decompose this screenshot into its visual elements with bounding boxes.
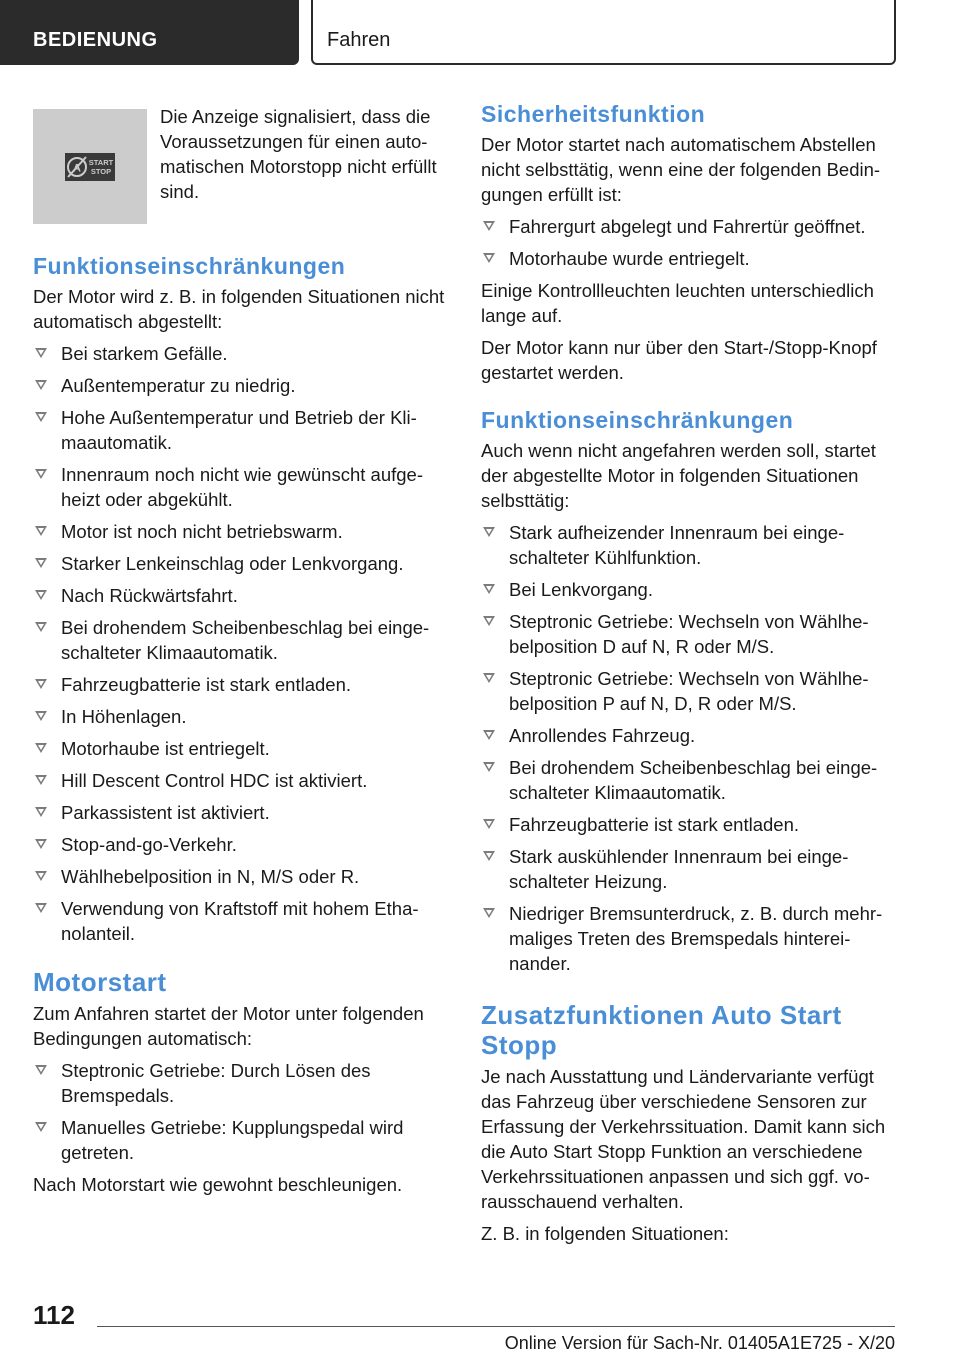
list-item xyxy=(33,896,445,946)
safety-p2: Der Motor kann nur über den Start-/Stopp-Knopf gestartet werden. xyxy=(481,337,877,383)
list-item xyxy=(33,768,445,793)
bullet-triangle-icon xyxy=(483,673,495,683)
list-item xyxy=(33,1115,445,1165)
list-item xyxy=(481,723,895,748)
bullet-triangle-icon xyxy=(35,807,47,817)
list-item-text: Steptronic Getriebe: Wechseln von Wählhebelposition P auf N, D, R oder M/S. xyxy=(509,668,869,714)
bullet-triangle-icon xyxy=(483,762,495,772)
bullet-triangle-icon xyxy=(483,584,495,594)
list-item-text: Bei drohendem Scheibenbeschlag bei eingeschalteter Klimaautomatik. xyxy=(509,757,878,803)
extra-p2: Z. B. in folgenden Situationen: xyxy=(481,1223,729,1244)
list-item-text: Bei drohendem Scheibenbeschlag bei eingeschalteter Klimaautomatik. xyxy=(61,617,430,663)
bullet-triangle-icon xyxy=(35,871,47,881)
footer-divider xyxy=(97,1326,895,1327)
icon-text-start: START xyxy=(88,157,114,167)
heading-limits-left: Funktionseinschränkungen xyxy=(33,253,346,279)
list-item xyxy=(481,812,895,837)
list-item xyxy=(33,864,445,889)
list-item-text: Außentemperatur zu niedrig. xyxy=(61,375,296,396)
page-header xyxy=(0,0,960,66)
list-item xyxy=(481,520,895,570)
bullet-triangle-icon xyxy=(35,558,47,568)
bullet-triangle-icon xyxy=(483,819,495,829)
heading-motorstart: Motorstart xyxy=(33,967,167,997)
list-item xyxy=(33,800,445,825)
list-item-text: Anrollendes Fahrzeug. xyxy=(509,725,696,746)
bullet-triangle-icon xyxy=(483,527,495,537)
bullet-triangle-icon xyxy=(483,253,495,263)
list-item xyxy=(33,405,445,455)
limits-list-right xyxy=(481,520,895,976)
list-item xyxy=(33,519,445,544)
list-item xyxy=(481,577,895,602)
bullet-triangle-icon xyxy=(483,221,495,231)
start-outro: Nach Motorstart wie gewohnt beschleunigen. xyxy=(33,1174,403,1195)
list-item-text: Fahrzeugbatterie ist stark entladen. xyxy=(509,814,799,835)
list-item-text: Manuelles Getriebe: Kupplungspedal wird getreten. xyxy=(61,1117,404,1163)
list-item xyxy=(481,246,895,271)
list-item xyxy=(33,736,445,761)
right-column xyxy=(481,100,895,1253)
list-item-text: Fahrzeugbatterie ist stark entladen. xyxy=(61,674,351,695)
icon-text-stop: STOP xyxy=(90,166,112,176)
list-item xyxy=(481,666,895,716)
list-item-text: Motorhaube ist entriegelt. xyxy=(61,738,270,759)
list-item-text: Hill Descent Control HDC ist aktiviert. xyxy=(61,770,368,791)
limits-intro-right: Auch wenn nicht angefahren werden soll, startet der abgestellte Motor in folgenden Situationen selbsttätig: xyxy=(481,440,876,511)
list-item-text: Stop-and-go-Verkehr. xyxy=(61,834,237,855)
bullet-triangle-icon xyxy=(35,1065,47,1075)
safety-intro: Der Motor startet nach automatischem Abstellen nicht selbsttätig, wenn eine der folgenden Bedingungen erfüllt ist: xyxy=(481,134,881,205)
list-item xyxy=(481,755,895,805)
bullet-triangle-icon xyxy=(483,616,495,626)
safety-list xyxy=(481,214,895,271)
start-intro: Zum Anfahren startet der Motor unter folgenden Bedingungen automatisch: xyxy=(33,1003,424,1049)
safety-p1: Einige Kontrollleuchten leuchten unterschiedlich lange auf. xyxy=(481,280,874,326)
list-item-text: Bei starkem Gefälle. xyxy=(61,343,228,364)
list-item-text: Bei Lenkvorgang. xyxy=(509,579,653,600)
list-item xyxy=(33,704,445,729)
start-list xyxy=(33,1058,445,1165)
bullet-triangle-icon xyxy=(35,711,47,721)
list-item xyxy=(481,844,895,894)
extra-p1: Je nach Ausstattung und Ländervariante verfügt das Fahrzeug über verschiedene Sensoren zur Erfassung der Verkehrssituation. Damit kann sich die Auto Start Stopp Funktion an verschiedene Verkehrssituationen anpassen und sich ggf. vorausschauend verhalten. xyxy=(481,1066,886,1212)
bullet-triangle-icon xyxy=(35,775,47,785)
bullet-triangle-icon xyxy=(35,839,47,849)
heading-extra-functions: Zusatzfunktionen Auto Start Stopp xyxy=(481,1000,842,1060)
list-item-text: Niedriger Bremsunterdruck, z. B. durch mehrmaliges Treten des Bremspedals hintereinander. xyxy=(509,903,883,974)
list-item-text: Motorhaube wurde entriegelt. xyxy=(509,248,750,269)
list-item-text: Wählhebelposition in N, M/S oder R. xyxy=(61,866,360,887)
page-number: 112 xyxy=(33,1300,75,1330)
list-item xyxy=(481,214,895,239)
bullet-triangle-icon xyxy=(35,380,47,390)
bullet-triangle-icon xyxy=(483,851,495,861)
list-item-text: Hohe Außentemperatur und Betrieb der Klimaautomatik. xyxy=(61,407,417,453)
limits-intro-left: Der Motor wird z. B. in folgenden Situationen nicht automatisch abgestellt: xyxy=(33,286,445,332)
bullet-triangle-icon xyxy=(35,679,47,689)
bullet-triangle-icon xyxy=(483,730,495,740)
list-item-text: Nach Rückwärtsfahrt. xyxy=(61,585,238,606)
list-item xyxy=(33,672,445,697)
list-item-text: Stark auskühlender Innenraum bei eingeschalteter Heizung. xyxy=(509,846,849,892)
list-item-text: Verwendung von Kraftstoff mit hohem Ethanolanteil. xyxy=(61,898,419,944)
list-item xyxy=(33,832,445,857)
list-item xyxy=(33,1058,445,1108)
list-item-text: Steptronic Getriebe: Wechseln von Wählhebelposition D auf N, R oder M/S. xyxy=(509,611,869,657)
heading-safety: Sicherheitsfunktion xyxy=(481,101,706,127)
list-item xyxy=(33,551,445,576)
list-item xyxy=(33,615,445,665)
bullet-triangle-icon xyxy=(35,622,47,632)
list-item-text: Stark aufheizender Innenraum bei eingeschalteter Kühlfunktion. xyxy=(509,522,845,568)
bullet-triangle-icon xyxy=(483,908,495,918)
bullet-triangle-icon xyxy=(35,526,47,536)
chapter-tab: Fahren xyxy=(311,0,896,65)
bullet-triangle-icon xyxy=(35,412,47,422)
list-item-text: Steptronic Getriebe: Durch Lösen des Bremspedals. xyxy=(61,1060,371,1106)
list-item xyxy=(33,462,445,512)
list-item-text: Fahrergurt abgelegt und Fahrertür geöffnet. xyxy=(509,216,866,237)
footer-text: Online Version für Sach-Nr. 01405A1E725 - X/20 xyxy=(504,1333,895,1353)
bullet-triangle-icon xyxy=(35,903,47,913)
bullet-triangle-icon xyxy=(35,590,47,600)
bullet-triangle-icon xyxy=(35,743,47,753)
list-item-text: Parkassistent ist aktiviert. xyxy=(61,802,270,823)
list-item xyxy=(33,583,445,608)
bullet-triangle-icon xyxy=(35,348,47,358)
list-item-text: In Höhenlagen. xyxy=(61,706,187,727)
left-column xyxy=(33,104,445,1204)
list-item xyxy=(481,901,895,976)
list-item-text: Innenraum noch nicht wie gewünscht aufgeheizt oder abgekühlt. xyxy=(61,464,424,510)
list-item xyxy=(33,373,445,398)
list-item xyxy=(33,341,445,366)
list-item-text: Motor ist noch nicht betriebswarm. xyxy=(61,521,343,542)
figure-row xyxy=(33,104,445,224)
heading-limits-right: Funktionseinschränkungen xyxy=(481,407,794,433)
bullet-triangle-icon xyxy=(35,469,47,479)
list-item xyxy=(481,609,895,659)
indicator-figure xyxy=(33,109,147,224)
figure-caption: Die Anzeige signalisiert, dass die Voraussetzungen für einen automatischen Motorstopp nicht erfüllt sind. xyxy=(160,106,437,202)
bullet-triangle-icon xyxy=(35,1122,47,1132)
auto-start-stop-crossed-icon xyxy=(64,152,116,182)
limits-list-left xyxy=(33,341,445,946)
svg-text:A: A xyxy=(73,162,81,174)
list-item-text: Starker Lenkeinschlag oder Lenkvorgang. xyxy=(61,553,404,574)
section-tab: BEDIENUNG xyxy=(0,0,299,65)
